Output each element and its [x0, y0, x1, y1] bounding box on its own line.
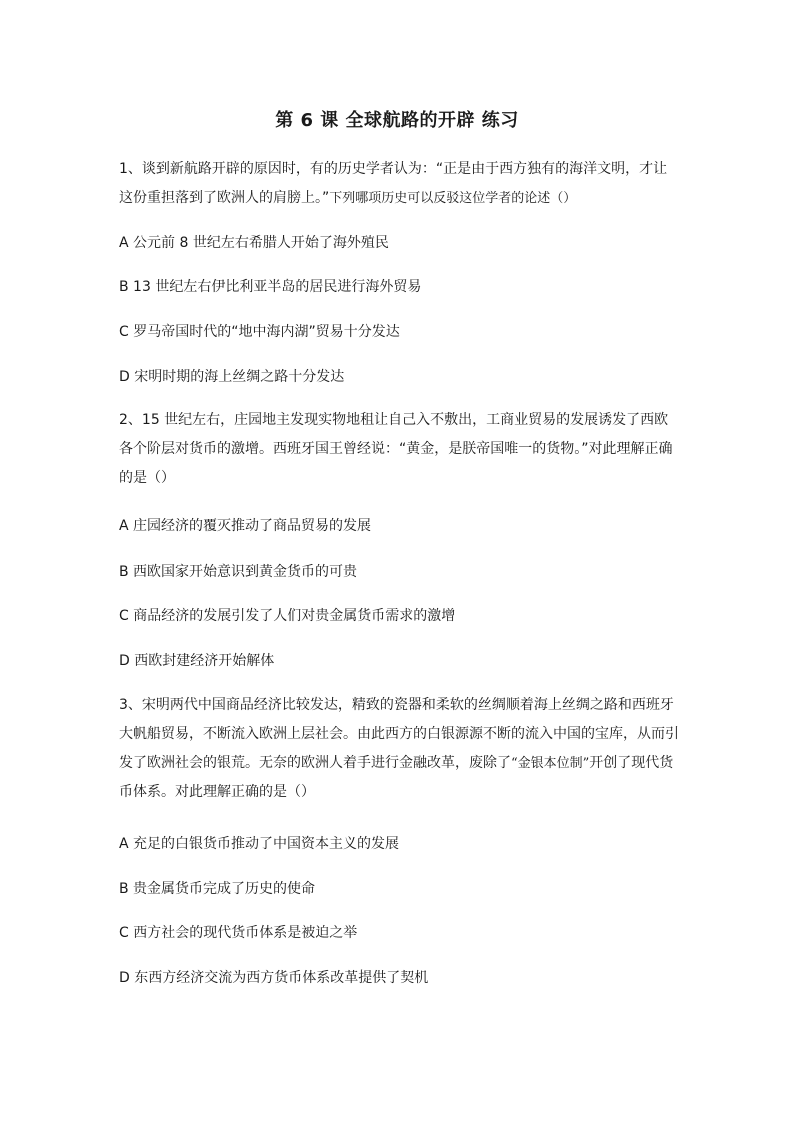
- question-2-option-b: B 西欧国家开始意识到黄金货币的可贵: [119, 564, 358, 580]
- question-1-option-b: B 13 世纪左右伊比利亚半岛的居民进行海外贸易: [119, 279, 422, 295]
- question-1-option-d: D 宋明时期的海上丝绸之路十分发达: [119, 369, 345, 385]
- question-3-option-c: C 西方社会的现代货币体系是被迫之举: [119, 925, 358, 941]
- question-2-option-d: D 西欧封建经济开始解体: [119, 653, 275, 669]
- question-1-option-c: C 罗马帝国时代的“地中海内湖”贸易十分发达: [119, 324, 400, 340]
- question-2-option-a: A 庄园经济的覆灭推动了商品贸易的发展: [119, 518, 372, 534]
- question-3-stem: [119, 691, 679, 807]
- question-2-stem: 2、15 世纪左右，庄园地主发现实物地租让自己入不敷出，工商业贸易的发展诱发了西欧各个阶层对货币的激增。西班牙国王曾经说：“黄金，是朕帝国唯一的货物。”对此理解正确的是（）: [119, 412, 673, 486]
- question-3-option-b: B 贵金属货币完成了历史的使命: [119, 881, 316, 897]
- question-3-option-d: D 东西方经济交流为西方货币体系改革提供了契机: [119, 970, 429, 986]
- page-title: 第 6 课 全球航路的开辟 练习: [275, 110, 519, 131]
- question-3-stem-text: 3、宋明两代中国商品经济比较发达，精致的瓷器和柔软的丝绸顺着海上丝绸之路和西班牙大帆船贸易，不断流入欧洲上层社会。由此西方的白银源源不断的流入中国的宝库，从而引发了欧洲社会的银荒。无奈的欧洲人着手进行金融改革，废除了: [119, 697, 679, 771]
- question-1-stem-tail: 下列哪项历史可以反驳这位学者的论述（）: [329, 191, 577, 206]
- question-1-option-a: A 公元前 8 世纪左右希腊人开始了海外殖民: [119, 235, 389, 251]
- question-1-stem: [119, 155, 679, 213]
- question-3-stem-tail: 开创了现代货币体系。对此理解正确的是（）: [119, 755, 674, 800]
- question-2-option-c: C 商品经济的发展引发了人们对贵金属货币需求的激增: [119, 608, 456, 624]
- question-3-option-a: A 充足的白银货币推动了中国资本主义的发展: [119, 836, 400, 852]
- question-3-stem-quote: “金银本位制”: [511, 756, 590, 771]
- question-1-stem-text: 1、谈到新航路开辟的原因时，有的历史学者认为：“正是由于西方独有的海洋文明，才让这份重担落到了欧洲人的肩膀上。”: [119, 161, 668, 206]
